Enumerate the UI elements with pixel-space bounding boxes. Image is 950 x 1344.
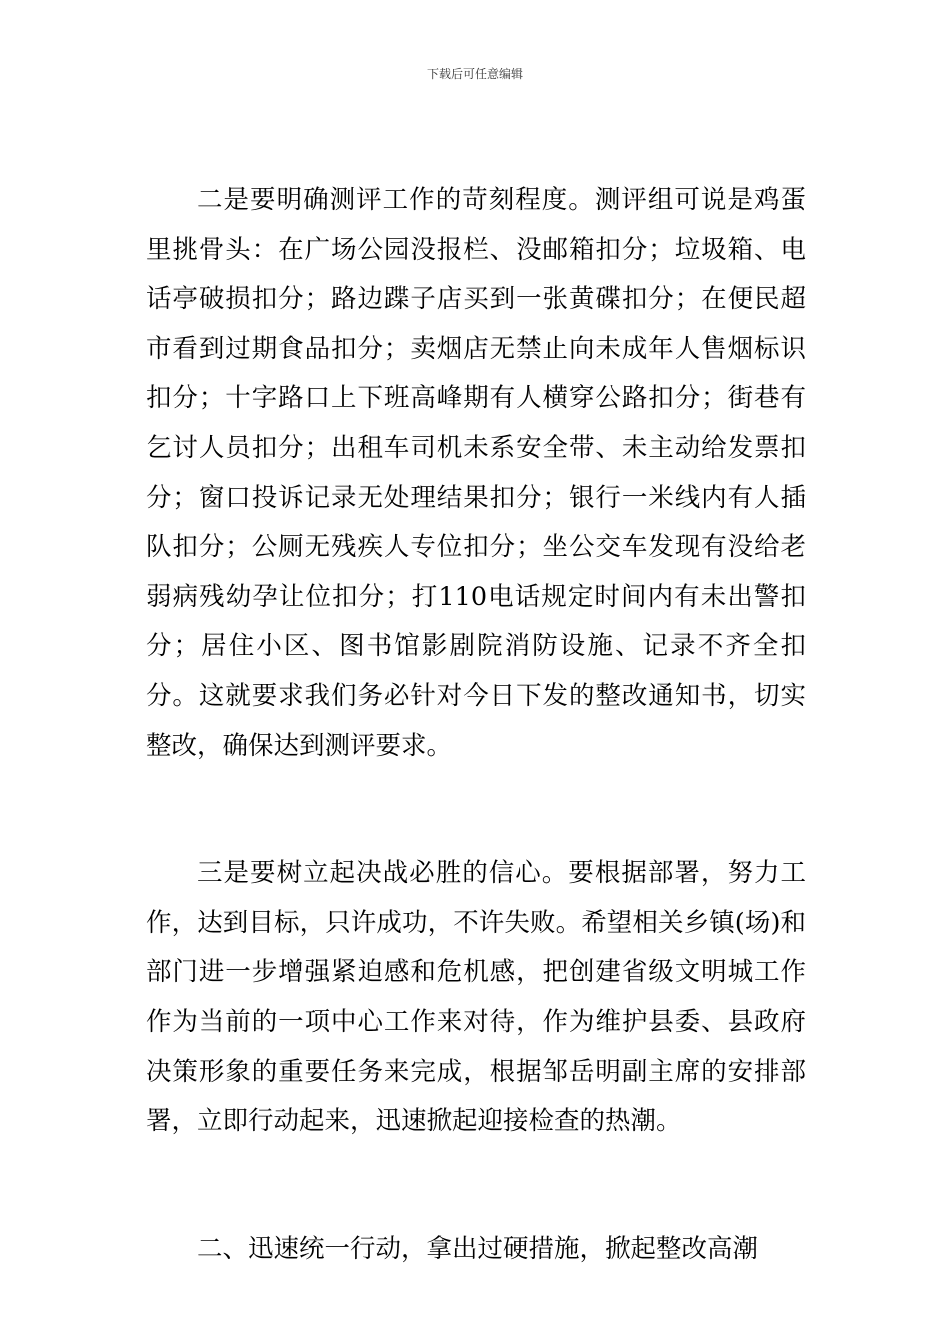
section-heading-rectification: 二、迅速统一行动，拿出过硬措施，掀起整改高潮: [197, 1233, 759, 1264]
paragraph-confidence: 三是要树立起决战必胜的信心。要根据部署，努力工作，达到目标，只许成功，不许失败。希望相关乡镇(场)和部门进一步增强紧迫感和危机感，把创建省级文明城工作作为当前的一项中心工作来对待，作为维护县委、县政府决策形象的重要任务来完成，根据邹岳明副主席的安排部署，立即行动起来，迅速掀起迎接检查的热潮。: [146, 858, 806, 1137]
document-body: [146, 176, 806, 1274]
paragraph-evaluation-strictness: 二是要明确测评工作的苛刻程度。测评组可说是鸡蛋里挑骨头：在广场公园没报栏、没邮箱扣分；垃圾箱、电话亭破损扣分；路边蹀子店买到一张黄碟扣分；在便民超市看到过期食品扣分；卖烟店无禁止向未成年人售烟标识扣分；十字路口上下班高峰期有人横穿公路扣分；街巷有乞讨人员扣分；出租车司机未系安全带、未主动给发票扣分；窗口投诉记录无处理结果扣分；银行一米线内有人插队扣分；公厕无残疾人专位扣分；坐公交车发现有没给老弱病残幼孕让位扣分；打110电话规定时间内有未出警扣分；居住小区、图书馆影剧院消防设施、记录不齐全扣分。这就要求我们务必针对今日下发的整改通知书，切实整改，确保达到测评要求。: [146, 185, 806, 761]
page-header-note: 下载后可任意编辑: [426, 67, 523, 81]
